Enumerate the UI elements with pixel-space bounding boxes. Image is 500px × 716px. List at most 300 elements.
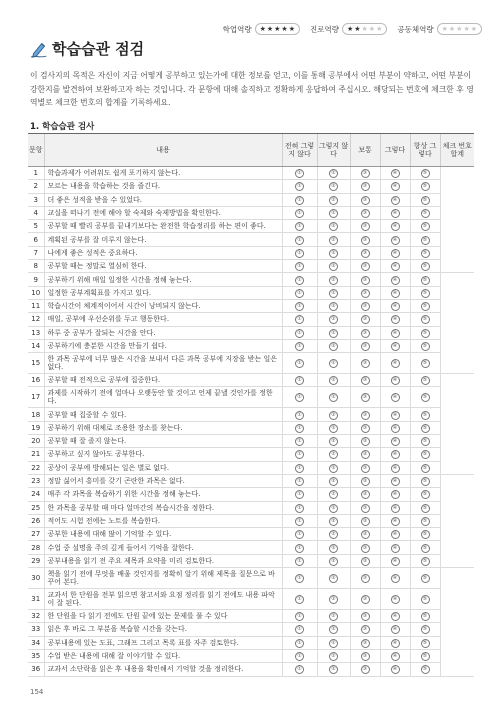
option-cell[interactable] (410, 636, 440, 649)
option-cell[interactable] (317, 286, 350, 299)
option-circle[interactable]: ⑤ (421, 639, 430, 648)
option-cell[interactable] (282, 273, 317, 286)
option-circle[interactable]: ⑤ (421, 342, 430, 351)
option-cell[interactable] (350, 501, 380, 514)
option-circle[interactable]: ① (295, 209, 304, 218)
option-circle[interactable]: ⑤ (421, 209, 430, 218)
option-circle[interactable]: ③ (361, 665, 370, 674)
option-circle[interactable]: ④ (391, 222, 400, 231)
option-circle[interactable]: ④ (391, 315, 400, 324)
option-cell[interactable] (380, 528, 410, 541)
option-circle[interactable]: ④ (391, 262, 400, 271)
option-cell[interactable] (317, 246, 350, 259)
option-circle[interactable]: ① (295, 595, 304, 604)
option-cell[interactable] (282, 326, 317, 339)
sum-cell[interactable] (440, 554, 474, 567)
option-cell[interactable] (410, 541, 440, 554)
option-cell[interactable] (380, 206, 410, 219)
option-circle[interactable]: ③ (361, 196, 370, 205)
option-cell[interactable] (282, 299, 317, 312)
option-circle[interactable]: ④ (391, 302, 400, 311)
option-cell[interactable] (317, 636, 350, 649)
option-cell[interactable] (410, 339, 440, 352)
sum-cell[interactable] (440, 408, 474, 421)
option-circle[interactable]: ⑤ (421, 530, 430, 539)
option-circle[interactable]: ⑤ (421, 665, 430, 674)
option-circle[interactable]: ③ (361, 490, 370, 499)
option-cell[interactable] (410, 180, 440, 193)
sum-cell[interactable] (440, 589, 474, 610)
option-cell[interactable] (317, 554, 350, 567)
sum-cell[interactable] (440, 299, 474, 312)
sum-cell[interactable] (440, 568, 474, 589)
option-circle[interactable]: ⑤ (421, 477, 430, 486)
option-cell[interactable] (380, 193, 410, 206)
option-circle[interactable]: ④ (391, 437, 400, 446)
option-circle[interactable]: ② (329, 557, 338, 566)
option-cell[interactable] (317, 488, 350, 501)
option-circle[interactable]: ③ (361, 222, 370, 231)
option-cell[interactable] (350, 589, 380, 610)
option-circle[interactable]: ③ (361, 289, 370, 298)
option-cell[interactable] (410, 167, 440, 180)
option-circle[interactable]: ⑤ (421, 652, 430, 661)
option-cell[interactable] (350, 180, 380, 193)
option-circle[interactable]: ① (295, 530, 304, 539)
option-cell[interactable] (380, 339, 410, 352)
option-cell[interactable] (350, 528, 380, 541)
option-cell[interactable] (282, 180, 317, 193)
option-cell[interactable] (380, 663, 410, 676)
option-circle[interactable]: ② (329, 376, 338, 385)
option-cell[interactable] (282, 554, 317, 567)
option-cell[interactable] (282, 421, 317, 434)
option-cell[interactable] (410, 514, 440, 527)
option-circle[interactable]: ① (295, 276, 304, 285)
option-cell[interactable] (350, 421, 380, 434)
option-circle[interactable]: ② (329, 424, 338, 433)
option-cell[interactable] (410, 610, 440, 623)
option-circle[interactable]: ② (329, 289, 338, 298)
option-circle[interactable]: ③ (361, 411, 370, 420)
option-cell[interactable] (380, 474, 410, 487)
option-circle[interactable]: ③ (361, 424, 370, 433)
option-cell[interactable] (380, 408, 410, 421)
option-cell[interactable] (350, 488, 380, 501)
option-cell[interactable] (282, 514, 317, 527)
option-circle[interactable]: ④ (391, 289, 400, 298)
option-cell[interactable] (350, 260, 380, 273)
option-circle[interactable]: ③ (361, 437, 370, 446)
option-cell[interactable] (317, 501, 350, 514)
option-circle[interactable]: ① (295, 376, 304, 385)
option-circle[interactable]: ③ (361, 236, 370, 245)
option-cell[interactable] (282, 206, 317, 219)
option-circle[interactable]: ④ (391, 411, 400, 420)
option-cell[interactable] (350, 220, 380, 233)
option-circle[interactable]: ⑤ (421, 359, 430, 368)
option-cell[interactable] (282, 663, 317, 676)
option-circle[interactable]: ① (295, 329, 304, 338)
option-cell[interactable] (282, 610, 317, 623)
sum-cell[interactable] (440, 167, 474, 180)
option-cell[interactable] (410, 408, 440, 421)
option-cell[interactable] (410, 421, 440, 434)
option-circle[interactable]: ② (329, 530, 338, 539)
option-circle[interactable]: ③ (361, 276, 370, 285)
option-circle[interactable]: ② (329, 574, 338, 583)
option-cell[interactable] (380, 387, 410, 408)
option-cell[interactable] (350, 273, 380, 286)
option-circle[interactable]: ① (295, 342, 304, 351)
option-circle[interactable]: ⑤ (421, 424, 430, 433)
option-circle[interactable]: ① (295, 262, 304, 271)
option-cell[interactable] (410, 286, 440, 299)
option-circle[interactable]: ③ (361, 302, 370, 311)
option-cell[interactable] (282, 636, 317, 649)
option-circle[interactable]: ③ (361, 612, 370, 621)
option-cell[interactable] (350, 649, 380, 662)
option-cell[interactable] (350, 286, 380, 299)
option-cell[interactable] (350, 541, 380, 554)
option-cell[interactable] (317, 435, 350, 448)
sum-cell[interactable] (440, 474, 474, 487)
option-circle[interactable]: ② (329, 665, 338, 674)
option-circle[interactable]: ① (295, 639, 304, 648)
option-circle[interactable]: ① (295, 315, 304, 324)
option-circle[interactable]: ③ (361, 544, 370, 553)
option-cell[interactable] (410, 435, 440, 448)
option-cell[interactable] (380, 180, 410, 193)
option-circle[interactable]: ② (329, 517, 338, 526)
option-cell[interactable] (282, 528, 317, 541)
option-cell[interactable] (282, 233, 317, 246)
option-cell[interactable] (350, 610, 380, 623)
option-circle[interactable]: ⑤ (421, 504, 430, 513)
sum-cell[interactable] (440, 313, 474, 326)
option-cell[interactable] (410, 488, 440, 501)
option-circle[interactable]: ④ (391, 169, 400, 178)
option-circle[interactable]: ⑤ (421, 557, 430, 566)
option-cell[interactable] (317, 339, 350, 352)
option-circle[interactable]: ② (329, 329, 338, 338)
option-circle[interactable]: ④ (391, 329, 400, 338)
sum-cell[interactable] (440, 339, 474, 352)
option-circle[interactable]: ③ (361, 329, 370, 338)
option-cell[interactable] (410, 299, 440, 312)
option-circle[interactable]: ⑤ (421, 437, 430, 446)
option-cell[interactable] (380, 233, 410, 246)
sum-cell[interactable] (440, 501, 474, 514)
option-cell[interactable] (410, 387, 440, 408)
option-cell[interactable] (350, 339, 380, 352)
option-cell[interactable] (350, 461, 380, 474)
option-cell[interactable] (410, 663, 440, 676)
option-circle[interactable]: ③ (361, 639, 370, 648)
option-circle[interactable]: ① (295, 182, 304, 191)
option-circle[interactable]: ④ (391, 574, 400, 583)
option-circle[interactable]: ③ (361, 315, 370, 324)
option-cell[interactable] (350, 299, 380, 312)
option-cell[interactable] (350, 167, 380, 180)
option-cell[interactable] (380, 448, 410, 461)
option-circle[interactable]: ① (295, 450, 304, 459)
option-circle[interactable]: ④ (391, 249, 400, 258)
option-circle[interactable]: ⑤ (421, 411, 430, 420)
option-cell[interactable] (380, 514, 410, 527)
option-circle[interactable]: ④ (391, 236, 400, 245)
option-circle[interactable]: ② (329, 315, 338, 324)
option-cell[interactable] (410, 206, 440, 219)
sum-cell[interactable] (440, 180, 474, 193)
option-cell[interactable] (380, 421, 410, 434)
option-cell[interactable] (380, 568, 410, 589)
sum-cell[interactable] (440, 387, 474, 408)
option-cell[interactable] (380, 220, 410, 233)
option-cell[interactable] (350, 663, 380, 676)
option-circle[interactable]: ④ (391, 393, 400, 402)
option-circle[interactable]: ③ (361, 393, 370, 402)
option-cell[interactable] (410, 260, 440, 273)
option-cell[interactable] (410, 246, 440, 259)
option-cell[interactable] (317, 326, 350, 339)
option-cell[interactable] (410, 273, 440, 286)
option-circle[interactable]: ④ (391, 359, 400, 368)
option-circle[interactable]: ③ (361, 557, 370, 566)
sum-cell[interactable] (440, 610, 474, 623)
option-circle[interactable]: ⑤ (421, 302, 430, 311)
sum-cell[interactable] (440, 528, 474, 541)
option-cell[interactable] (282, 408, 317, 421)
option-circle[interactable]: ② (329, 464, 338, 473)
option-circle[interactable]: ④ (391, 450, 400, 459)
sum-cell[interactable] (440, 326, 474, 339)
option-circle[interactable]: ③ (361, 249, 370, 258)
option-circle[interactable]: ① (295, 302, 304, 311)
option-circle[interactable]: ① (295, 504, 304, 513)
option-circle[interactable]: ⑤ (421, 393, 430, 402)
option-circle[interactable]: ① (295, 424, 304, 433)
option-circle[interactable]: ④ (391, 530, 400, 539)
option-circle[interactable]: ② (329, 411, 338, 420)
option-cell[interactable] (410, 623, 440, 636)
option-circle[interactable]: ① (295, 652, 304, 661)
sum-cell[interactable] (440, 435, 474, 448)
sum-cell[interactable] (440, 663, 474, 676)
option-circle[interactable]: ① (295, 665, 304, 674)
option-cell[interactable] (380, 589, 410, 610)
option-cell[interactable] (317, 514, 350, 527)
option-cell[interactable] (410, 193, 440, 206)
option-circle[interactable]: ⑤ (421, 450, 430, 459)
option-cell[interactable] (410, 326, 440, 339)
option-circle[interactable]: ① (295, 574, 304, 583)
option-circle[interactable]: ② (329, 359, 338, 368)
option-circle[interactable]: ④ (391, 182, 400, 191)
option-circle[interactable]: ① (295, 393, 304, 402)
option-circle[interactable]: ⑤ (421, 222, 430, 231)
option-cell[interactable] (282, 260, 317, 273)
option-circle[interactable]: ① (295, 236, 304, 245)
option-cell[interactable] (380, 353, 410, 374)
option-circle[interactable]: ② (329, 625, 338, 634)
option-circle[interactable]: ③ (361, 504, 370, 513)
option-cell[interactable] (317, 353, 350, 374)
option-circle[interactable]: ② (329, 639, 338, 648)
option-cell[interactable] (282, 448, 317, 461)
option-cell[interactable] (350, 568, 380, 589)
option-circle[interactable]: ② (329, 595, 338, 604)
option-circle[interactable]: ⑤ (421, 574, 430, 583)
option-cell[interactable] (317, 421, 350, 434)
option-circle[interactable]: ⑤ (421, 289, 430, 298)
option-circle[interactable]: ④ (391, 276, 400, 285)
sum-cell[interactable] (440, 374, 474, 387)
option-cell[interactable] (317, 610, 350, 623)
option-circle[interactable]: ⑤ (421, 544, 430, 553)
option-cell[interactable] (282, 286, 317, 299)
option-circle[interactable]: ④ (391, 544, 400, 553)
option-circle[interactable]: ③ (361, 182, 370, 191)
sum-cell[interactable] (440, 488, 474, 501)
sum-cell[interactable] (440, 206, 474, 219)
sum-cell[interactable] (440, 636, 474, 649)
option-circle[interactable]: ⑤ (421, 315, 430, 324)
option-cell[interactable] (380, 610, 410, 623)
option-cell[interactable] (380, 326, 410, 339)
option-cell[interactable] (282, 461, 317, 474)
option-cell[interactable] (350, 554, 380, 567)
option-cell[interactable] (410, 568, 440, 589)
option-cell[interactable] (317, 528, 350, 541)
option-circle[interactable]: ④ (391, 639, 400, 648)
option-cell[interactable] (380, 501, 410, 514)
option-cell[interactable] (350, 474, 380, 487)
option-circle[interactable]: ① (295, 625, 304, 634)
option-circle[interactable]: ① (295, 477, 304, 486)
option-circle[interactable]: ① (295, 289, 304, 298)
option-circle[interactable]: ⑤ (421, 196, 430, 205)
option-circle[interactable]: ② (329, 504, 338, 513)
option-cell[interactable] (317, 649, 350, 662)
option-cell[interactable] (380, 649, 410, 662)
sum-cell[interactable] (440, 448, 474, 461)
option-cell[interactable] (350, 233, 380, 246)
option-circle[interactable]: ⑤ (421, 169, 430, 178)
option-cell[interactable] (317, 273, 350, 286)
option-circle[interactable]: ② (329, 437, 338, 446)
sum-cell[interactable] (440, 353, 474, 374)
option-cell[interactable] (380, 623, 410, 636)
sum-cell[interactable] (440, 514, 474, 527)
option-circle[interactable]: ① (295, 411, 304, 420)
option-circle[interactable]: ② (329, 196, 338, 205)
option-circle[interactable]: ④ (391, 652, 400, 661)
option-cell[interactable] (380, 541, 410, 554)
option-cell[interactable] (380, 299, 410, 312)
option-circle[interactable]: ② (329, 249, 338, 258)
option-cell[interactable] (282, 313, 317, 326)
option-circle[interactable]: ① (295, 249, 304, 258)
option-cell[interactable] (317, 233, 350, 246)
option-cell[interactable] (317, 374, 350, 387)
option-circle[interactable]: ④ (391, 376, 400, 385)
option-circle[interactable]: ⑤ (421, 262, 430, 271)
option-circle[interactable]: ② (329, 169, 338, 178)
option-circle[interactable]: ① (295, 517, 304, 526)
option-cell[interactable] (317, 541, 350, 554)
option-cell[interactable] (410, 528, 440, 541)
option-cell[interactable] (380, 167, 410, 180)
option-circle[interactable]: ③ (361, 652, 370, 661)
option-cell[interactable] (350, 313, 380, 326)
option-cell[interactable] (282, 167, 317, 180)
option-cell[interactable] (282, 541, 317, 554)
option-cell[interactable] (350, 374, 380, 387)
option-circle[interactable]: ② (329, 544, 338, 553)
option-cell[interactable] (317, 260, 350, 273)
option-circle[interactable]: ③ (361, 209, 370, 218)
option-cell[interactable] (410, 313, 440, 326)
option-circle[interactable]: ① (295, 437, 304, 446)
option-circle[interactable]: ① (295, 359, 304, 368)
option-cell[interactable] (317, 313, 350, 326)
option-cell[interactable] (380, 461, 410, 474)
option-circle[interactable]: ③ (361, 464, 370, 473)
option-circle[interactable]: ① (295, 169, 304, 178)
option-cell[interactable] (282, 374, 317, 387)
option-circle[interactable]: ③ (361, 477, 370, 486)
option-circle[interactable]: ④ (391, 196, 400, 205)
option-circle[interactable]: ① (295, 464, 304, 473)
option-cell[interactable] (410, 233, 440, 246)
option-circle[interactable]: ② (329, 302, 338, 311)
option-cell[interactable] (282, 220, 317, 233)
sum-cell[interactable] (440, 649, 474, 662)
option-circle[interactable]: ② (329, 182, 338, 191)
sum-cell[interactable] (440, 623, 474, 636)
option-circle[interactable]: ④ (391, 490, 400, 499)
option-cell[interactable] (350, 435, 380, 448)
option-cell[interactable] (410, 649, 440, 662)
option-circle[interactable]: ② (329, 393, 338, 402)
option-circle[interactable]: ② (329, 236, 338, 245)
option-circle[interactable]: ⑤ (421, 517, 430, 526)
sum-cell[interactable] (440, 220, 474, 233)
option-cell[interactable] (380, 313, 410, 326)
option-circle[interactable]: ④ (391, 477, 400, 486)
option-cell[interactable] (282, 387, 317, 408)
option-circle[interactable]: ④ (391, 625, 400, 634)
option-cell[interactable] (317, 663, 350, 676)
option-cell[interactable] (317, 461, 350, 474)
option-circle[interactable]: ⑤ (421, 490, 430, 499)
option-circle[interactable]: ① (295, 557, 304, 566)
option-circle[interactable]: ③ (361, 262, 370, 271)
option-cell[interactable] (350, 623, 380, 636)
option-circle[interactable]: ⑤ (421, 612, 430, 621)
sum-cell[interactable] (440, 233, 474, 246)
option-cell[interactable] (410, 554, 440, 567)
option-circle[interactable]: ④ (391, 557, 400, 566)
option-cell[interactable] (350, 353, 380, 374)
option-circle[interactable]: ② (329, 652, 338, 661)
sum-cell[interactable] (440, 273, 474, 286)
option-circle[interactable]: ⑤ (421, 182, 430, 191)
sum-cell[interactable] (440, 260, 474, 273)
option-cell[interactable] (380, 374, 410, 387)
option-circle[interactable]: ④ (391, 464, 400, 473)
